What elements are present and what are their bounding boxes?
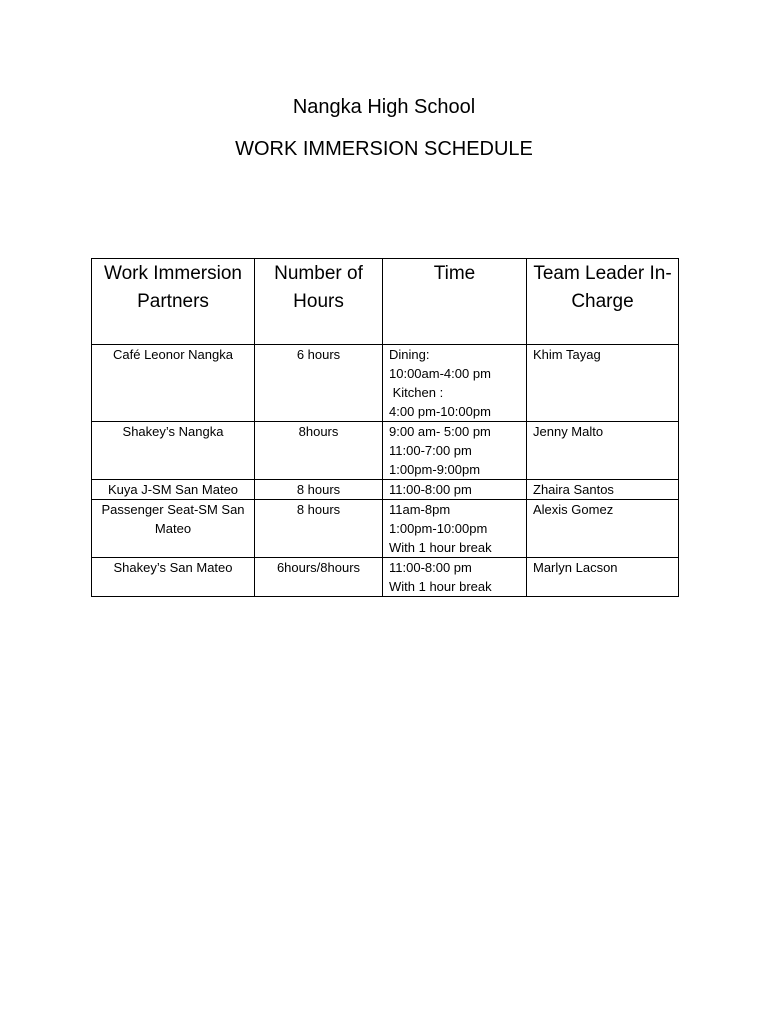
cell-time (383, 345, 527, 422)
cell-hours: 8hours (255, 422, 383, 480)
time-line: Kitchen : (389, 385, 444, 400)
cell-time (383, 558, 527, 597)
cell-hours: 8 hours (255, 480, 383, 500)
document-title: WORK IMMERSION SCHEDULE (235, 138, 533, 160)
cell-team-leader: Khim Tayag (527, 345, 679, 422)
time-line: With 1 hour break (389, 540, 492, 555)
time-line: 10:00am-4:00 pm (389, 366, 491, 381)
cell-hours: 6hours/8hours (255, 558, 383, 597)
time-line: 11am-8pm (389, 502, 451, 517)
time-line: 4:00 pm-10:00pm (389, 404, 491, 419)
time-line: With 1 hour break (389, 579, 492, 594)
cell-team-leader: Jenny Malto (527, 422, 679, 480)
table-header-row (92, 259, 679, 345)
time-line: Dining: (389, 347, 430, 362)
schedule-table (91, 258, 679, 597)
cell-partner: Shakey’s San Mateo (92, 558, 255, 597)
cell-team-leader: Zhaira Santos (527, 480, 679, 500)
table-row (92, 345, 679, 422)
cell-time (383, 422, 527, 480)
table-row (92, 500, 679, 558)
time-line: 11:00-8:00 pm (389, 482, 472, 497)
cell-hours: 8 hours (255, 500, 383, 558)
column-header-time: Time (383, 259, 527, 345)
column-header-partners: Work Immersion Partners (92, 259, 255, 345)
cell-partner: Shakey’s Nangka (92, 422, 255, 480)
cell-time (383, 480, 527, 500)
table-row (92, 422, 679, 480)
school-name: Nangka High School (292, 96, 476, 118)
time-line: 9:00 am- 5:00 pm (389, 424, 491, 439)
column-header-team-leader: Team Leader In- Charge (527, 259, 679, 345)
cell-partner: Kuya J-SM San Mateo (92, 480, 255, 500)
time-line: 1:00pm-10:00pm (389, 521, 488, 536)
time-line: 1:00pm-9:00pm (389, 462, 481, 477)
table-row (92, 480, 679, 500)
cell-time (383, 500, 527, 558)
table-row (92, 558, 679, 597)
time-line: 11:00-7:00 pm (389, 443, 472, 458)
cell-team-leader: Alexis Gomez (527, 500, 679, 558)
cell-hours: 6 hours (255, 345, 383, 422)
time-line: 11:00-8:00 pm (389, 560, 472, 575)
cell-partner: Café Leonor Nangka (92, 345, 255, 422)
column-header-hours: Number of Hours (255, 259, 383, 345)
cell-team-leader: Marlyn Lacson (527, 558, 679, 597)
cell-partner: Passenger Seat-SM San Mateo (92, 500, 255, 558)
table-body (92, 345, 679, 597)
